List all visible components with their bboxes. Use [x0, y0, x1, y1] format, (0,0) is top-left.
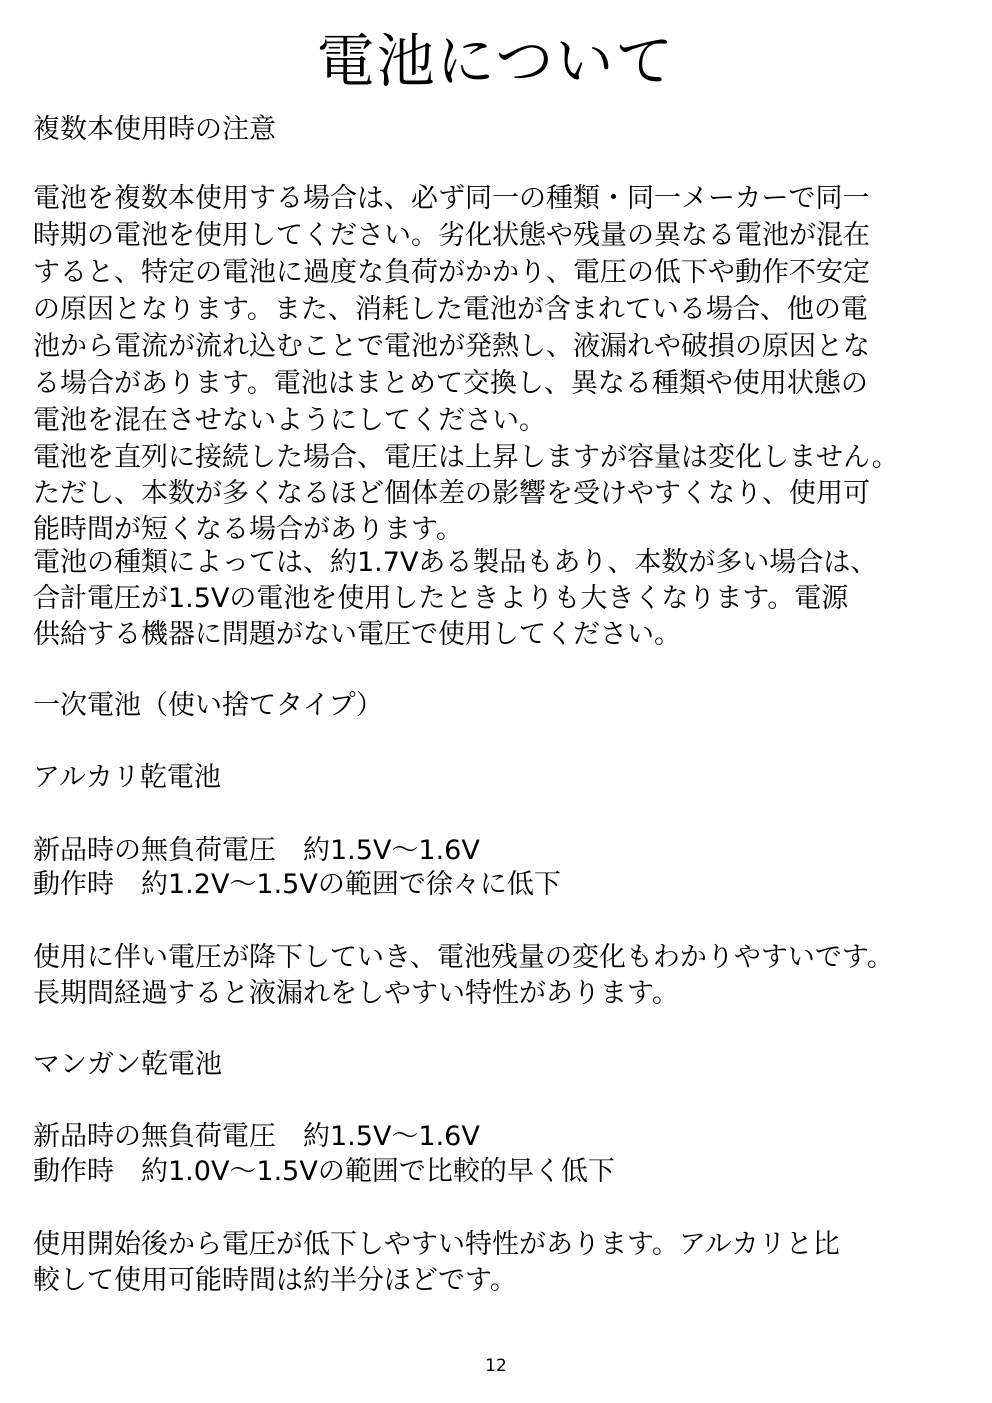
section-heading-manganese: マンガン乾電池 — [33, 1049, 222, 1080]
paragraph-line: 合計電圧が1.5Vの電池を使用したときよりも大きくなります。電源 — [33, 583, 849, 614]
page-number: 12 — [485, 1356, 507, 1376]
paragraph-line: ただし、本数が多くなるほど個体差の影響を受けやすくなり、使用可 — [33, 478, 870, 509]
paragraph-line: 能時間が短くなる場合があります。 — [33, 514, 463, 545]
paragraph-line: 池から電流が流れ込むことで電池が発熱し、液漏れや破損の原因とな — [33, 331, 870, 362]
paragraph-line: 電池を複数本使用する場合は、必ず同一の種類・同一メーカーで同一 — [33, 183, 870, 214]
section-heading-primary-battery: 一次電池（使い捨てタイプ） — [33, 690, 383, 721]
page-title: 電池について — [316, 27, 676, 95]
paragraph-line: 供給する機器に問題がない電圧で使用してください。 — [33, 619, 681, 650]
note-line: 使用開始後から電圧が低下しやすい特性があります。アルカリと比 — [33, 1229, 840, 1260]
spec-line: 新品時の無負荷電圧 約1.5V～1.6V — [33, 1121, 480, 1152]
paragraph-line: の原因となります。また、消耗した電池が含まれている場合、他の電 — [33, 294, 868, 325]
note-line: 較して使用可能時間は約半分ほどです。 — [33, 1265, 517, 1296]
paragraph-line: る場合があります。電池はまとめて交換し、異なる種類や使用状態の — [33, 368, 868, 399]
note-line: 使用に伴い電圧が降下していき、電池残量の変化もわかりやすいです。 — [33, 942, 894, 973]
paragraph-line: 電池を混在させないようにしてください。 — [33, 405, 546, 436]
spec-line: 動作時 約1.0V～1.5Vの範囲で比較的早く低下 — [33, 1156, 615, 1187]
spec-line: 動作時 約1.2V～1.5Vの範囲で徐々に低下 — [33, 869, 561, 900]
section-heading-alkaline: アルカリ乾電池 — [33, 762, 221, 793]
paragraph-line: 電池の種類によっては、約1.7Vある製品もあり、本数が多い場合は、 — [33, 547, 878, 578]
section-heading-multiple-use: 複数本使用時の注意 — [33, 114, 276, 145]
paragraph-line: すると、特定の電池に過度な負荷がかかり、電圧の低下や動作不安定 — [33, 257, 870, 288]
paragraph-line: 電池を直列に接続した場合、電圧は上昇しますが容量は変化しません。 — [33, 442, 899, 473]
paragraph-line: 時期の電池を使用してください。劣化状態や残量の異なる電池が混在 — [33, 220, 870, 251]
note-line: 長期間経過すると液漏れをしやすい特性があります。 — [33, 978, 679, 1009]
spec-line: 新品時の無負荷電圧 約1.5V～1.6V — [33, 835, 480, 866]
